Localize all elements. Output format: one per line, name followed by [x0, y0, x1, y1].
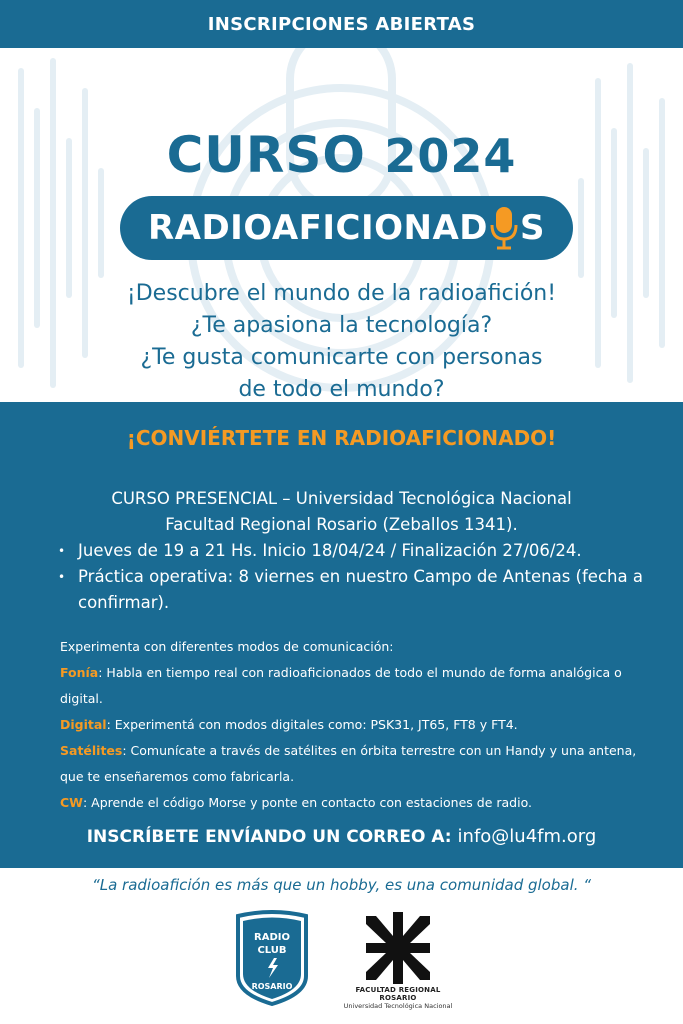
mode-digital [60, 712, 660, 738]
footer-quote: “La radioafición es más que un hobby, es una comunidad global. “ [91, 876, 592, 894]
signup-label: INSCRÍBETE ENVÍANDO UN CORREO A: [86, 827, 452, 847]
mode-description: : Experimentá con modos digitales como: PSK31, JT65, FT8 y FT4. [106, 717, 518, 732]
banner-text: INSCRIPCIONES ABIERTAS [207, 13, 476, 35]
utn-emblem-icon [366, 912, 430, 984]
list-item: • Práctica operativa: 8 viernes en nuestro Campo de Antenas (fecha a confirmar). [58, 564, 658, 616]
mode-satelites [60, 738, 660, 790]
question-line: ¿Te gusta comunicarte con personas [140, 345, 543, 370]
question-line: ¡Descubre el mundo de la radioafición! [126, 281, 557, 306]
mode-description: : Habla en tiempo real con radioaficionados de todo el mundo de forma analógica o digital. [60, 665, 622, 706]
utn-university-name: Universidad Tecnológica Nacional [343, 1002, 453, 1010]
utn-faculty-name: FACULTAD REGIONAL ROSARIO [355, 986, 441, 1002]
signup-email-link[interactable]: info@lu4fm.org [457, 826, 597, 847]
course-location [0, 486, 683, 538]
modes-intro: Experimenta con diferentes modos de comunicación: [60, 639, 394, 654]
course-line: Facultad Regional Rosario (Zeballos 1341). [165, 515, 518, 534]
badge-line3: ROSARIO [251, 982, 293, 991]
title-word: CURSO [166, 126, 366, 184]
question-line: ¿Te apasiona la tecnología? [190, 313, 493, 338]
utn-logo [338, 912, 458, 1012]
question-line: de todo el mundo? [238, 377, 445, 402]
mode-cw [60, 790, 660, 816]
course-line: CURSO PRESENCIAL – Universidad Tecnológica Nacional [111, 489, 572, 508]
intro-questions [0, 278, 683, 402]
hero-section [0, 48, 683, 402]
badge-line1: RADIO [254, 932, 290, 943]
mode-label: Digital [60, 717, 107, 732]
signup-line [0, 826, 683, 847]
mode-fonia [60, 660, 660, 712]
radio-club-badge-logo [234, 910, 310, 1006]
course-details-list [58, 538, 658, 616]
course-title [0, 126, 683, 184]
mode-label: Fonía [60, 665, 99, 680]
communication-modes [60, 634, 660, 816]
mode-description: : Aprende el código Morse y ponte en contacto con estaciones de radio. [82, 795, 532, 810]
microphone-icon [489, 205, 519, 251]
mode-description: : Comunícate a través de satélites en órbita terrestre con un Handy y una antena, que te enseñaremos como fabricarla. [60, 743, 637, 784]
call-to-action-heading: ¡CONVIÉRTETE EN RADIOAFICIONADO! [126, 426, 557, 450]
mode-label: CW [60, 795, 83, 810]
list-item: • Jueves de 19 a 21 Hs. Inicio 18/04/24 / Finalización 27/06/24. [58, 538, 658, 564]
radioaficionados-pill [120, 196, 573, 260]
title-year: 2024 [384, 129, 517, 183]
pill-text-end: S [520, 208, 546, 248]
pill-text-start: RADIOAFICIONAD [147, 208, 489, 248]
info-panel [0, 402, 683, 868]
badge-line2: CLUB [257, 945, 287, 956]
top-banner [0, 0, 683, 48]
mode-label: Satélites [60, 743, 123, 758]
